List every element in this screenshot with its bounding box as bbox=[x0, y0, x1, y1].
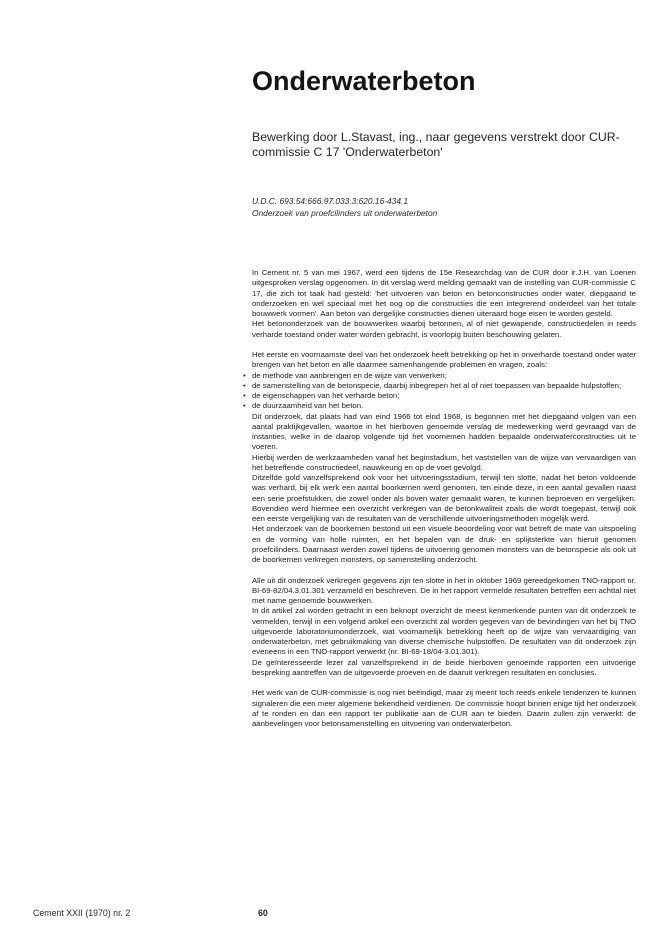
paragraph: In Cement nr. 5 van mei 1967, werd een tijdens de 15e Researchdag van de CUR door ir.J.H. van Loenen uitgesproken verslag opgenomen. In dit verslag werd melding gemaakt van de instelling van CUR-commissie C 17, die zich tot taak had gesteld: 'het uitvoeren van beton en betonconstructies onder water, diepgaand te onderzoeken en wel speciaal met het oog op die constructies die een integrerend onderdeel van het totale bouwwerk vormen'. Aan beton van dergelijke constructies dienen uiteraard hoge eisen te worden gesteld. bbox=[252, 268, 636, 318]
article-subtitle: Bewerking door L.Stavast, ing., naar gegevens verstrekt door CUR-commissie C 17 'Onderwaterbeton' bbox=[252, 130, 620, 159]
udc-classification bbox=[252, 196, 632, 219]
udc-topic: Onderzoek van proefcilinders uit onderwaterbeton bbox=[252, 207, 438, 218]
paragraph: In dit artikel zal worden getracht in een beknopt overzicht de meest kenmerkende punten van dit onderzoek te vermelden, terwijl in een volgend artikel een overzicht zal worden gegeven van de bevindingen van het bij TNO uitgevoerde laboratoriumonderzoek, wat voornamelijk betrekking heeft op de wijze van vervaardiging van onderwaterbeton, met gebruikmaking van diverse chemische hulpstoffen. De resultaten van dit onderzoek zijn eveneens in een TNO-rapport verwerkt (nr. BI-69-18/04-3.01.301). bbox=[252, 606, 636, 657]
paragraph: Het eerste en voornaamste deel van het onderzoek heeft betrekking op het in onverharde toestand onder water brengen van het beton en alle daarmee samenhangende problemen en vragen, zoals: bbox=[252, 350, 636, 370]
page-number: 60 bbox=[258, 908, 268, 918]
list-item: • de samenstelling van de betonspecie, daarbij inbegrepen het al of niet toepassen van bepaalde hulpstoffen; bbox=[243, 380, 622, 390]
requirements-list bbox=[243, 370, 636, 412]
paragraph: Hierbij werden de werkzaamheden vanaf het beginstadium, het vaststellen van de wijze van vervaardigen van het betreffende constructiedeel, nauwkeurig en op de voet gevolgd. bbox=[252, 452, 636, 472]
bullet-icon: • bbox=[243, 370, 246, 380]
paragraph: Alle uit dit onderzoek verkregen gegevens zijn ten slotte in het in oktober 1969 gereedgekomen TNO-rapport nr. BI-69-82/04.3.01.301 verzameld en beschreven. De in het rapport vermelde resultaten betreffen een achttal niet met name genoemde bouwwerken. bbox=[252, 575, 636, 605]
paragraph: Het betononderzoek van de bouwwerken waarbij betonnen, al of niet gewapende, constructiedelen in reeds verharde toestand onder water worden gebracht, is voorlopig buiten beschouwing gelaten. bbox=[252, 319, 636, 339]
udc-code: U.D.C. 693.54:666.97.033.3:620.16-434.1 bbox=[252, 196, 408, 206]
bullet-icon: • bbox=[243, 391, 246, 400]
paragraph: Ditzelfde gold vanzelfsprekend ook voor het uitvoeringsstadium, terwijl ten slotte, nadat het beton voldoende was verhard, bij elk werk een aantal boorkernen werd genomen, ten einde deze, in een aantal gevallen naast een serie proefstukken, die zowel onder als boven water gemaakt waren, te kunnen beproeven en vergelijken. Bovendien werd hiermee een overzicht verkregen van de betonkwaliteit zoals die wordt toegepast, terwijl ook een eerste vergelijking van de resultaten van de verschillende uitvoeringsmethoden mogelijk werd. bbox=[252, 473, 636, 523]
list-item: • de eigenschappen van het verharde beton; bbox=[243, 391, 400, 400]
list-item: • de duurzaamheid van het beton. bbox=[243, 401, 364, 411]
article-body bbox=[243, 268, 636, 729]
paragraph: Het werk van de CUR-commissie is nog niet beëindigd, maar zij meent toch reeds enkele tendenzen te kunnen signaleren die een meer algemene bekendheid verdienen. De commissie hoopt binnen enige tijd het onderzoek af te ronden en dan een rapport ter publikatie aan de CUR aan te bieden. Daarin zullen zijn verwerkt: de aanbevelingen voor betonsamenstelling en uitvoering van onderwaterbeton. bbox=[252, 688, 636, 728]
paragraph: Dit onderzoek, dat plaats had van eind 1966 tot eind 1968, is begonnen met het diepgaand volgen van een aantal praktijkgevallen, waartoe in het hierboven genoemde verslag de medewerking werd gevraagd van de instanties, welke in de daarop volgende tijd het voornemen hadden bepaalde onderwaterconstructies uit te voeren. bbox=[252, 411, 636, 452]
list-item: • de methode van aanbrengen en de wijze van verwerken; bbox=[243, 370, 447, 380]
paragraph: Het onderzoek van de boorkernen bestond uit een visuele beoordeling voor wat betreft de mate van uitspoeling en de vorming van holle ruimten, en het bepalen van de druk- en splijtsterkte van hieruit genomen proefcilinders. Daarnaast werden zowel tijdens de uitvoering genomen monsters van de betonspecie als ook uit de boorkernen verkregen monsters, op samenstelling onderzocht. bbox=[252, 524, 636, 564]
journal-reference: Cement XXII (1970) nr. 2 bbox=[33, 908, 131, 918]
bullet-icon: • bbox=[243, 380, 246, 390]
paragraph: De geïnteresseerde lezer zal vanzelfsprekend in de beide hierboven genoemde rapporten een uitvoerige bespreking aantreffen van de uitgevoerde proeven en de daaruit verkregen resultaten en conclusies. bbox=[252, 657, 636, 677]
page-title: Onderwaterbeton bbox=[252, 66, 476, 96]
bullet-icon: • bbox=[243, 401, 246, 411]
